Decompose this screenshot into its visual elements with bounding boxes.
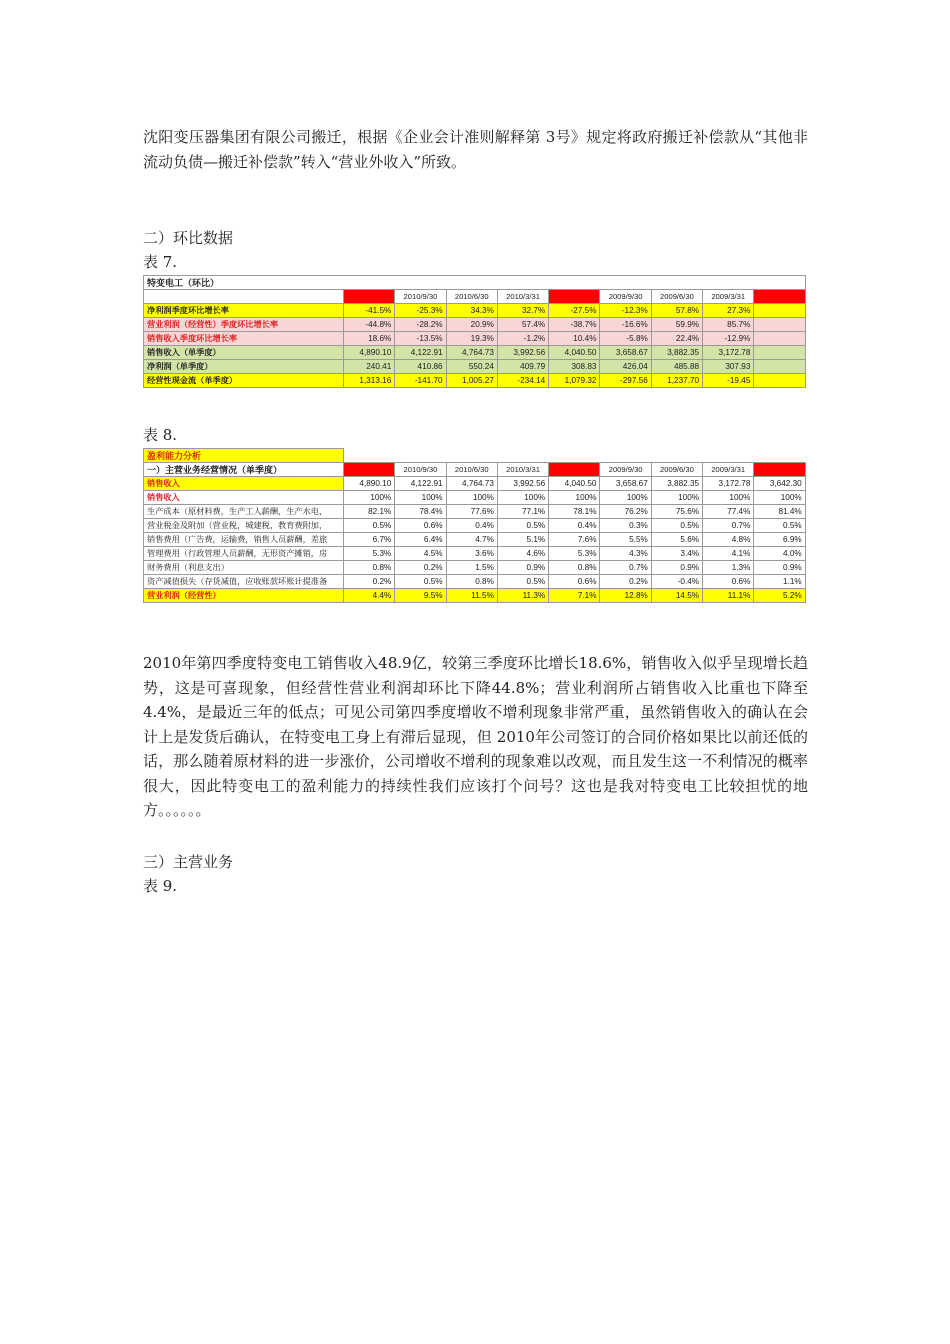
table-cell: 9.5%: [395, 589, 446, 603]
table-cell: -234.14: [497, 374, 548, 388]
table-cell: 57.8%: [651, 304, 702, 318]
table-cell: 0.2%: [344, 575, 395, 589]
table-cell: 76.2%: [600, 505, 651, 519]
table-cell: 240.41: [344, 360, 395, 374]
table-cell: 4.4%: [344, 589, 395, 603]
table7-title: 特变电工（环比）: [144, 276, 806, 290]
table-cell: 14.5%: [651, 589, 702, 603]
table-cell: 1,079.32: [549, 374, 600, 388]
table-cell: 4,890.10: [344, 346, 395, 360]
table-cell: 81.4%: [754, 505, 805, 519]
table-cell: 550.24: [446, 360, 497, 374]
table-cell: 1.3%: [703, 561, 754, 575]
table-cell: 7.1%: [549, 589, 600, 603]
table9-caption: 表 9.: [143, 877, 178, 895]
table-row: [144, 318, 806, 332]
table-cell: -297.56: [600, 374, 651, 388]
table-cell: 100%: [703, 491, 754, 505]
table-cell: 3,658.67: [600, 477, 651, 491]
table-cell: 5.1%: [497, 533, 548, 547]
table-cell: 3,658.67: [600, 346, 651, 360]
table-cell: 0.4%: [549, 519, 600, 533]
table-cell: 6.7%: [344, 533, 395, 547]
table-cell: 0.9%: [497, 561, 548, 575]
table-cell: 11.3%: [497, 589, 548, 603]
table-cell: 77.4%: [703, 505, 754, 519]
table-cell: 0.5%: [754, 519, 805, 533]
table-row: [144, 519, 806, 533]
table7: [143, 275, 806, 388]
row-label: 资产减值损失（存货减值，应收账款坏账计提准备: [144, 575, 344, 589]
table-cell: 4.7%: [446, 533, 497, 547]
table8-date: 2008/12/31: [754, 463, 805, 477]
table-cell: 0.9%: [754, 561, 805, 575]
table-cell: 5.6%: [651, 533, 702, 547]
table-cell: 4.6%: [497, 547, 548, 561]
table-row: [144, 374, 806, 388]
table-cell: 0.5%: [497, 575, 548, 589]
table-cell: -12.9%: [703, 332, 754, 346]
table-cell: 10.4%: [549, 332, 600, 346]
table-cell: -13.5%: [395, 332, 446, 346]
table7-date: 2009/6/30: [651, 290, 702, 304]
table-cell: 0.9%: [651, 561, 702, 575]
table-cell: 22.4%: [651, 332, 702, 346]
table-cell: 5.3%: [549, 547, 600, 561]
table-cell: 308.83: [549, 360, 600, 374]
table-cell: 0.5%: [344, 519, 395, 533]
table-cell: -44.8%: [344, 318, 395, 332]
table-cell: 5.5%: [600, 533, 651, 547]
row-label: 生产成本（原材料费，生产工人薪酬，生产水电，: [144, 505, 344, 519]
table-cell: 0.5%: [497, 519, 548, 533]
table-cell: 0.8%: [344, 561, 395, 575]
table-cell: 77.6%: [446, 505, 497, 519]
table-cell: 100%: [344, 491, 395, 505]
table-cell: -28.2%: [395, 318, 446, 332]
table-cell: 100%: [651, 491, 702, 505]
table-cell: 4,890.10: [344, 477, 395, 491]
table-cell: 0.8%: [549, 561, 600, 575]
table8-date: 2010/9/30: [395, 463, 446, 477]
table8-date: 2010/3/31: [497, 463, 548, 477]
table-cell: 4.5%: [395, 547, 446, 561]
table-cell: 78.1%: [549, 505, 600, 519]
table-row: [144, 491, 806, 505]
table-cell: -27.5%: [549, 304, 600, 318]
table8-date: 2009/3/31: [703, 463, 754, 477]
table-cell: 0.6%: [549, 575, 600, 589]
table-cell: 0.8%: [446, 575, 497, 589]
row-label: 营业税金及附加（营业税，城建税，教育费附加，: [144, 519, 344, 533]
table-cell: 4,122.91: [395, 346, 446, 360]
table-cell: 5.3%: [344, 547, 395, 561]
table8-date-row: [144, 463, 806, 477]
table-cell: 75.6%: [651, 505, 702, 519]
row-label: 销售收入: [144, 477, 344, 491]
table-cell: 485.88: [651, 360, 702, 374]
table-cell: 100%: [600, 491, 651, 505]
table7-date: 2010/6/30: [446, 290, 497, 304]
table-cell: 57.4%: [497, 318, 548, 332]
table-cell: -5.8%: [600, 332, 651, 346]
table-cell: 3.6%: [446, 547, 497, 561]
table-cell: 0.5%: [651, 519, 702, 533]
section3-heading: 三）主营业务: [143, 853, 234, 871]
table-cell: 11.1%: [703, 589, 754, 603]
table-cell: 3,882.35: [651, 346, 702, 360]
table-cell: 4,040.50: [549, 477, 600, 491]
table-cell: 1,005.27: [446, 374, 497, 388]
row-label: 财务费用（利息支出）: [144, 561, 344, 575]
table-cell: 410.86: [395, 360, 446, 374]
table-cell: -19.45: [703, 374, 754, 388]
table-cell: 3,172.78: [703, 346, 754, 360]
table-row: [144, 589, 806, 603]
table-cell: 100%: [549, 491, 600, 505]
row-label: 销售费用（广告费，运输费，销售人员薪酬，差旅: [144, 533, 344, 547]
table-cell: 0.7%: [703, 519, 754, 533]
table7-caption: 表 7.: [143, 253, 178, 271]
table-cell: 0.2%: [395, 561, 446, 575]
table-cell: 100%: [754, 491, 805, 505]
table8-title: 盈利能力分析: [144, 449, 344, 463]
intro-paragraph: 沈阳变压器集团有限公司搬迁，根据《企业会计准则解释第 3号》规定将政府搬迁补偿款从“其他非流动负债—搬迁补偿款”转入“营业外收入”所致。: [143, 128, 808, 171]
table-cell: -0.4%: [651, 575, 702, 589]
row-label: 经营性现金流（单季度）: [144, 374, 344, 388]
table7-date: 2009/12/31: [549, 290, 600, 304]
table-cell: 1,313.16: [344, 374, 395, 388]
table-cell: 4.1%: [703, 547, 754, 561]
table-cell: 4.0%: [754, 547, 805, 561]
table8-date: 2009/6/30: [651, 463, 702, 477]
table7-date: 2009/9/30: [600, 290, 651, 304]
table-cell: 0.5%: [395, 575, 446, 589]
row-label: 管理费用（行政管理人员薪酬，无形资产摊销，房: [144, 547, 344, 561]
table8-date: 2009/12/31: [549, 463, 600, 477]
table-cell: 7.6%: [549, 533, 600, 547]
table-row: [144, 561, 806, 575]
table-row: [144, 332, 806, 346]
table-cell: 0.6%: [703, 575, 754, 589]
table-row: [144, 575, 806, 589]
table-cell: -12.3%: [600, 304, 651, 318]
row-label: 销售收入（单季度）: [144, 346, 344, 360]
table7-date-row: [144, 290, 806, 304]
table-cell: -38.7%: [549, 318, 600, 332]
table-row: [144, 304, 806, 318]
table7-date: 2010/12/31: [344, 290, 395, 304]
table-cell: 0.4%: [446, 519, 497, 533]
table-cell: -16.6%: [600, 318, 651, 332]
table-cell: 1.5%: [446, 561, 497, 575]
table-cell: 11.5%: [446, 589, 497, 603]
table-cell: -1.2%: [497, 332, 548, 346]
row-label: 销售收入季度环比增长率: [144, 332, 344, 346]
table-cell: 4,764.73: [446, 477, 497, 491]
row-label: 净利润（单季度）: [144, 360, 344, 374]
table-cell: 4,122.91: [395, 477, 446, 491]
table8-date: 2010/12/31: [344, 463, 395, 477]
table-cell: 6.9%: [754, 533, 805, 547]
table-row: [144, 505, 806, 519]
table-cell: 4.8%: [703, 533, 754, 547]
table-cell: 3.4%: [651, 547, 702, 561]
table-cell: 12.8%: [600, 589, 651, 603]
table-cell: 0.7%: [600, 561, 651, 575]
table-cell: 3,882.35: [651, 477, 702, 491]
table-cell: [754, 374, 805, 388]
table-cell: -41.5%: [344, 304, 395, 318]
table-cell: [754, 346, 805, 360]
table7-date: 2009/3/31: [703, 290, 754, 304]
table-cell: 18.6%: [344, 332, 395, 346]
table-cell: 19.3%: [446, 332, 497, 346]
table-cell: 3,992.56: [497, 346, 548, 360]
table-cell: 59.9%: [651, 318, 702, 332]
table-cell: 32.7%: [497, 304, 548, 318]
table-cell: 3,992.56: [497, 477, 548, 491]
table-row: [144, 533, 806, 547]
table7-date: 2010/3/31: [497, 290, 548, 304]
table8-caption: 表 8.: [143, 426, 178, 444]
table-cell: 20.9%: [446, 318, 497, 332]
table-cell: [754, 318, 805, 332]
table-cell: 100%: [395, 491, 446, 505]
table7-date: 2008/12/31: [754, 290, 805, 304]
table-cell: 4,040.50: [549, 346, 600, 360]
table7-date: 2010/9/30: [395, 290, 446, 304]
table-cell: [754, 332, 805, 346]
table-cell: 426.04: [600, 360, 651, 374]
table-cell: 85.7%: [703, 318, 754, 332]
table8-date: 2010/6/30: [446, 463, 497, 477]
table-cell: 77.1%: [497, 505, 548, 519]
table-cell: 100%: [446, 491, 497, 505]
table8-subtitle: 一）主营业务经营情况（单季度）: [144, 463, 344, 477]
table-cell: 0.3%: [600, 519, 651, 533]
section2-heading: 二）环比数据: [143, 229, 234, 247]
table-cell: 0.6%: [395, 519, 446, 533]
table-row: [144, 346, 806, 360]
row-label: 销售收入: [144, 491, 344, 505]
table-cell: 3,642.30: [754, 477, 805, 491]
table-cell: 78.4%: [395, 505, 446, 519]
row-label: 营业利润（经营性）: [144, 589, 344, 603]
table-cell: [754, 360, 805, 374]
table-cell: 1.1%: [754, 575, 805, 589]
analysis-paragraph: 2010年第四季度特变电工销售收入48.9亿，较第三季度环比增长18.6%，销售收入似乎呈现增长趋势，这是可喜现象，但经营性营业利润却环比下降44.8%；营业利润所占销售收入比重也下降至4.4%，是最近三年的低点；可见公司第四季度增收不增利现象非常严重，虽然销售收入的确认在会计上是发货后确认，在特变电工身上有滞后显现，但 2010年公司签订的合同价格如果比以前还低的话，那么随着原材料的进一步涨价，公司增收不增利的现象难以改观，而且发生这一不利情况的概率很大，因此特变电工的盈利能力的持续性我们应该打个问号？这也是我对特变电工比较担忧的地方。。。。。。: [143, 654, 808, 819]
table8: [143, 448, 806, 603]
table-cell: [754, 304, 805, 318]
table-cell: 4,764.73: [446, 346, 497, 360]
table-cell: 4.3%: [600, 547, 651, 561]
table-row: [144, 547, 806, 561]
table8-date: 2009/9/30: [600, 463, 651, 477]
table-cell: 34.3%: [446, 304, 497, 318]
table-cell: 5.2%: [754, 589, 805, 603]
table-cell: 6.4%: [395, 533, 446, 547]
table-cell: 27.3%: [703, 304, 754, 318]
table-cell: -25.3%: [395, 304, 446, 318]
table-cell: 100%: [497, 491, 548, 505]
table-cell: 1,237.70: [651, 374, 702, 388]
table-cell: 409.79: [497, 360, 548, 374]
row-label: 净利润季度环比增长率: [144, 304, 344, 318]
table-cell: 82.1%: [344, 505, 395, 519]
table-row: [144, 477, 806, 491]
table-cell: 0.2%: [600, 575, 651, 589]
table-cell: -141.70: [395, 374, 446, 388]
table-cell: 307.93: [703, 360, 754, 374]
row-label: 营业利润（经营性）季度环比增长率: [144, 318, 344, 332]
table-cell: 3,172.78: [703, 477, 754, 491]
table-row: [144, 360, 806, 374]
